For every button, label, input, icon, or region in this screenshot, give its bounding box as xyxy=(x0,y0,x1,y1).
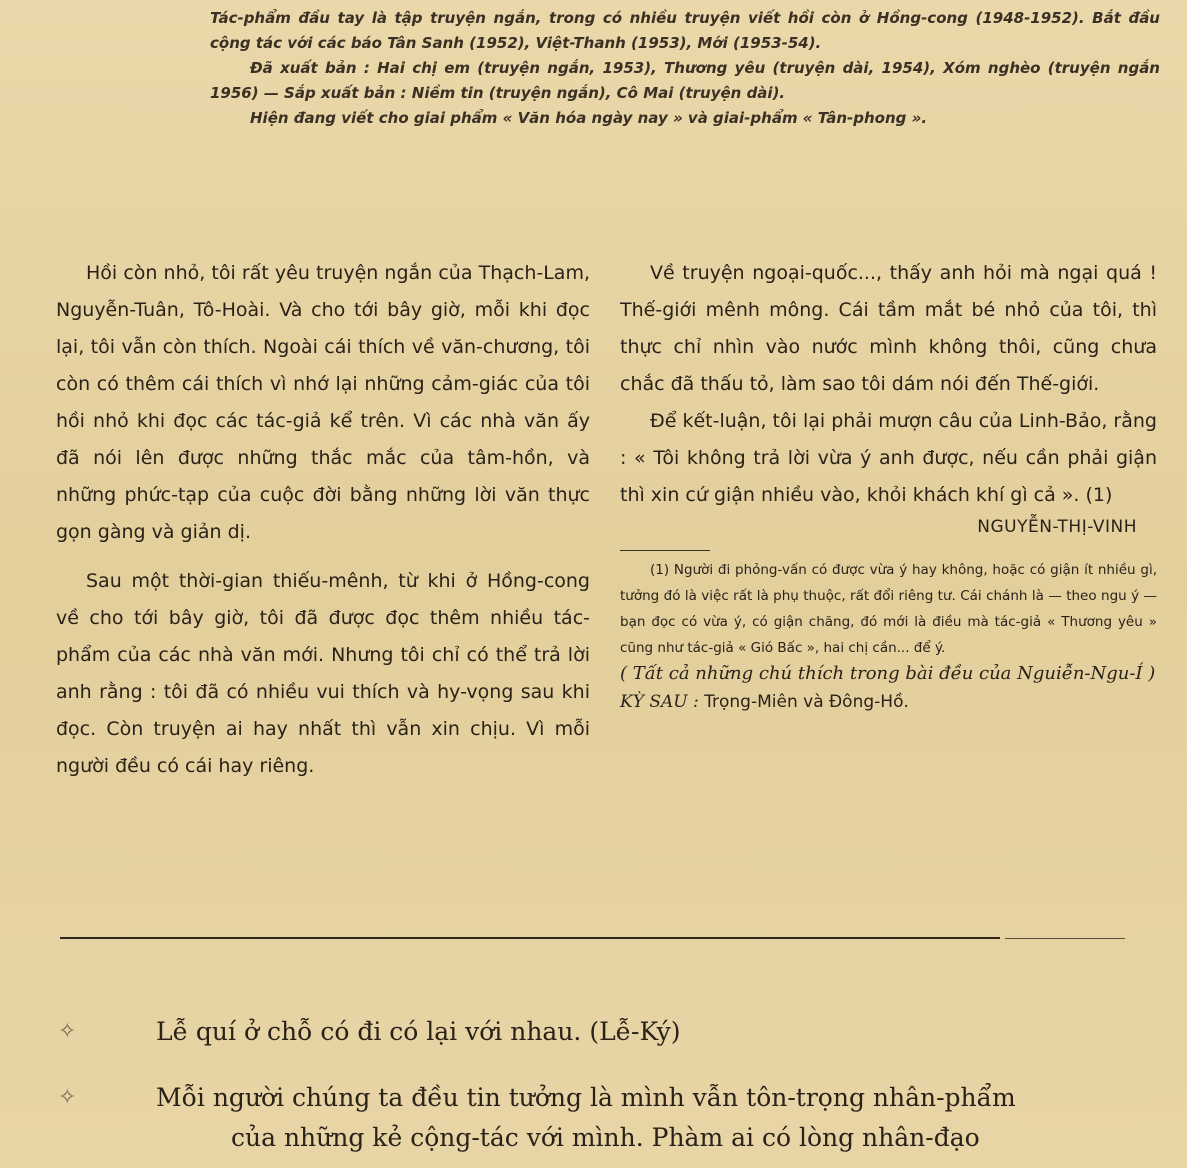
section-divider-end xyxy=(1005,938,1125,939)
bio-line-1: Tác-phẩm đầu tay là tập truyện ngắn, trong có nhiều truyện viết hồi còn ở Hồng-cong (1948-1952). Bắt đầu cộng tác với các báo Tân Sanh (1952), Việt-Thanh (1953), Mới (1953-54). xyxy=(210,9,1160,52)
author-bio xyxy=(210,6,1160,131)
bio-line-2: Đã xuất bản : Hai chị em (truyện ngắn, 1953), Thương yêu (truyện dài, 1954), Xóm nghèo (truyện ngắn 1956) — Sắp xuất bản : Niềm tin (truyện ngắn), Cô Mai (truyện dài). xyxy=(210,59,1160,102)
footnote-rule xyxy=(620,550,710,551)
maxim-2-line-1: Mỗi người chúng ta đều tin tưởng là mình vẫn tôn-trọng nhân-phẩm xyxy=(156,1083,1016,1112)
author-signature: NGUYỄN-THỊ-VINH xyxy=(977,517,1137,537)
right-paragraph-2: Để kết-luận, tôi lại phải mượn câu của Linh-Bảo, rằng : « Tôi không trả lời vừa ý anh được, nếu cần phải giận thì xin cứ giận nhiều vào, khỏi khách khí gì cả ». (1) xyxy=(620,410,1157,506)
left-paragraph-1: Hồi còn nhỏ, tôi rất yêu truyện ngắn của Thạch-Lam, Nguyễn-Tuân, Tô-Hoài. Và cho tới bây giờ, mỗi khi đọc lại, tôi vẫn còn thích. Ngoài cái thích về văn-chương, tôi còn có thêm cái thích vì nhớ lại những cảm-giác của tôi hồi nhỏ khi đọc các tác-giả kể trên. Vì các nhà văn ấy đã nói lên được những thắc mắc của tâm-hồn, và những phức-tạp của cuộc đời bằng những lời văn thực gọn gàng và giản dị. xyxy=(56,262,590,543)
maxim-1 xyxy=(56,1012,1156,1052)
section-divider xyxy=(60,937,1000,939)
next-issue-text: Trọng-Miên và Đông-Hồ. xyxy=(704,692,909,712)
left-paragraph-2: Sau một thời-gian thiếu-mênh, từ khi ở Hồng-cong về cho tới bây giờ, tôi đã được đọc thêm nhiều tác-phẩm của các nhà văn mới. Nhưng tôi chỉ có thể trả lời anh rằng : tôi đã có nhiều vui thích và hy-vọng sau khi đọc. Còn truyện ai hay nhất thì vẫn xin chịu. Vì mỗi người đều có cái hay riêng. xyxy=(56,570,590,777)
right-paragraph-1: Về truyện ngoại-quốc..., thấy anh hỏi mà ngại quá ! Thế-giới mênh mông. Cái tầm mắt bé nhỏ của tôi, thì thực chỉ nhìn vào nước mình không thôi, cũng chưa chắc đã thấu tỏ, làm sao tôi dám nói đến Thế-giới. xyxy=(620,262,1157,395)
maxim-1-text: Lễ quí ở chỗ có đi có lại với nhau. (Lễ-Ký) xyxy=(156,1017,681,1046)
star-ornament-icon: ✧ xyxy=(58,1085,77,1110)
right-column xyxy=(620,255,1157,717)
editor-note: ( Tất cả những chú thích trong bài đều của Nguiễn-Ngu-Í ) xyxy=(620,663,1156,684)
maxims-section xyxy=(56,1012,1156,1158)
star-ornament-icon: ✧ xyxy=(58,1019,77,1044)
next-issue-label: KỲ SAU : xyxy=(620,692,699,712)
maxim-2-line-2: của những kẻ cộng-tác với mình. Phàm ai có lòng nhân-đạo xyxy=(231,1123,980,1152)
footnote: (1) Người đi phỏng-vấn có được vừa ý hay không, hoặc có giận ít nhiều gì, tưởng đó là việc rất là phụ thuộc, rất đổi riêng tư. Cái chánh là — theo ngu ý — bạn đọc có vừa ý, có giận chăng, đó mới là điều mà tác-giả « Thương yêu » cũng như tác-giả « Gió Bấc », hai chị cần... để ý. xyxy=(620,562,1157,656)
left-column xyxy=(56,255,590,785)
maxim-2 xyxy=(56,1078,1156,1158)
bio-line-3: Hiện đang viết cho giai phẩm « Văn hóa ngày nay » và giai-phẩm « Tân-phong ». xyxy=(250,109,928,127)
next-issue xyxy=(620,687,1157,717)
